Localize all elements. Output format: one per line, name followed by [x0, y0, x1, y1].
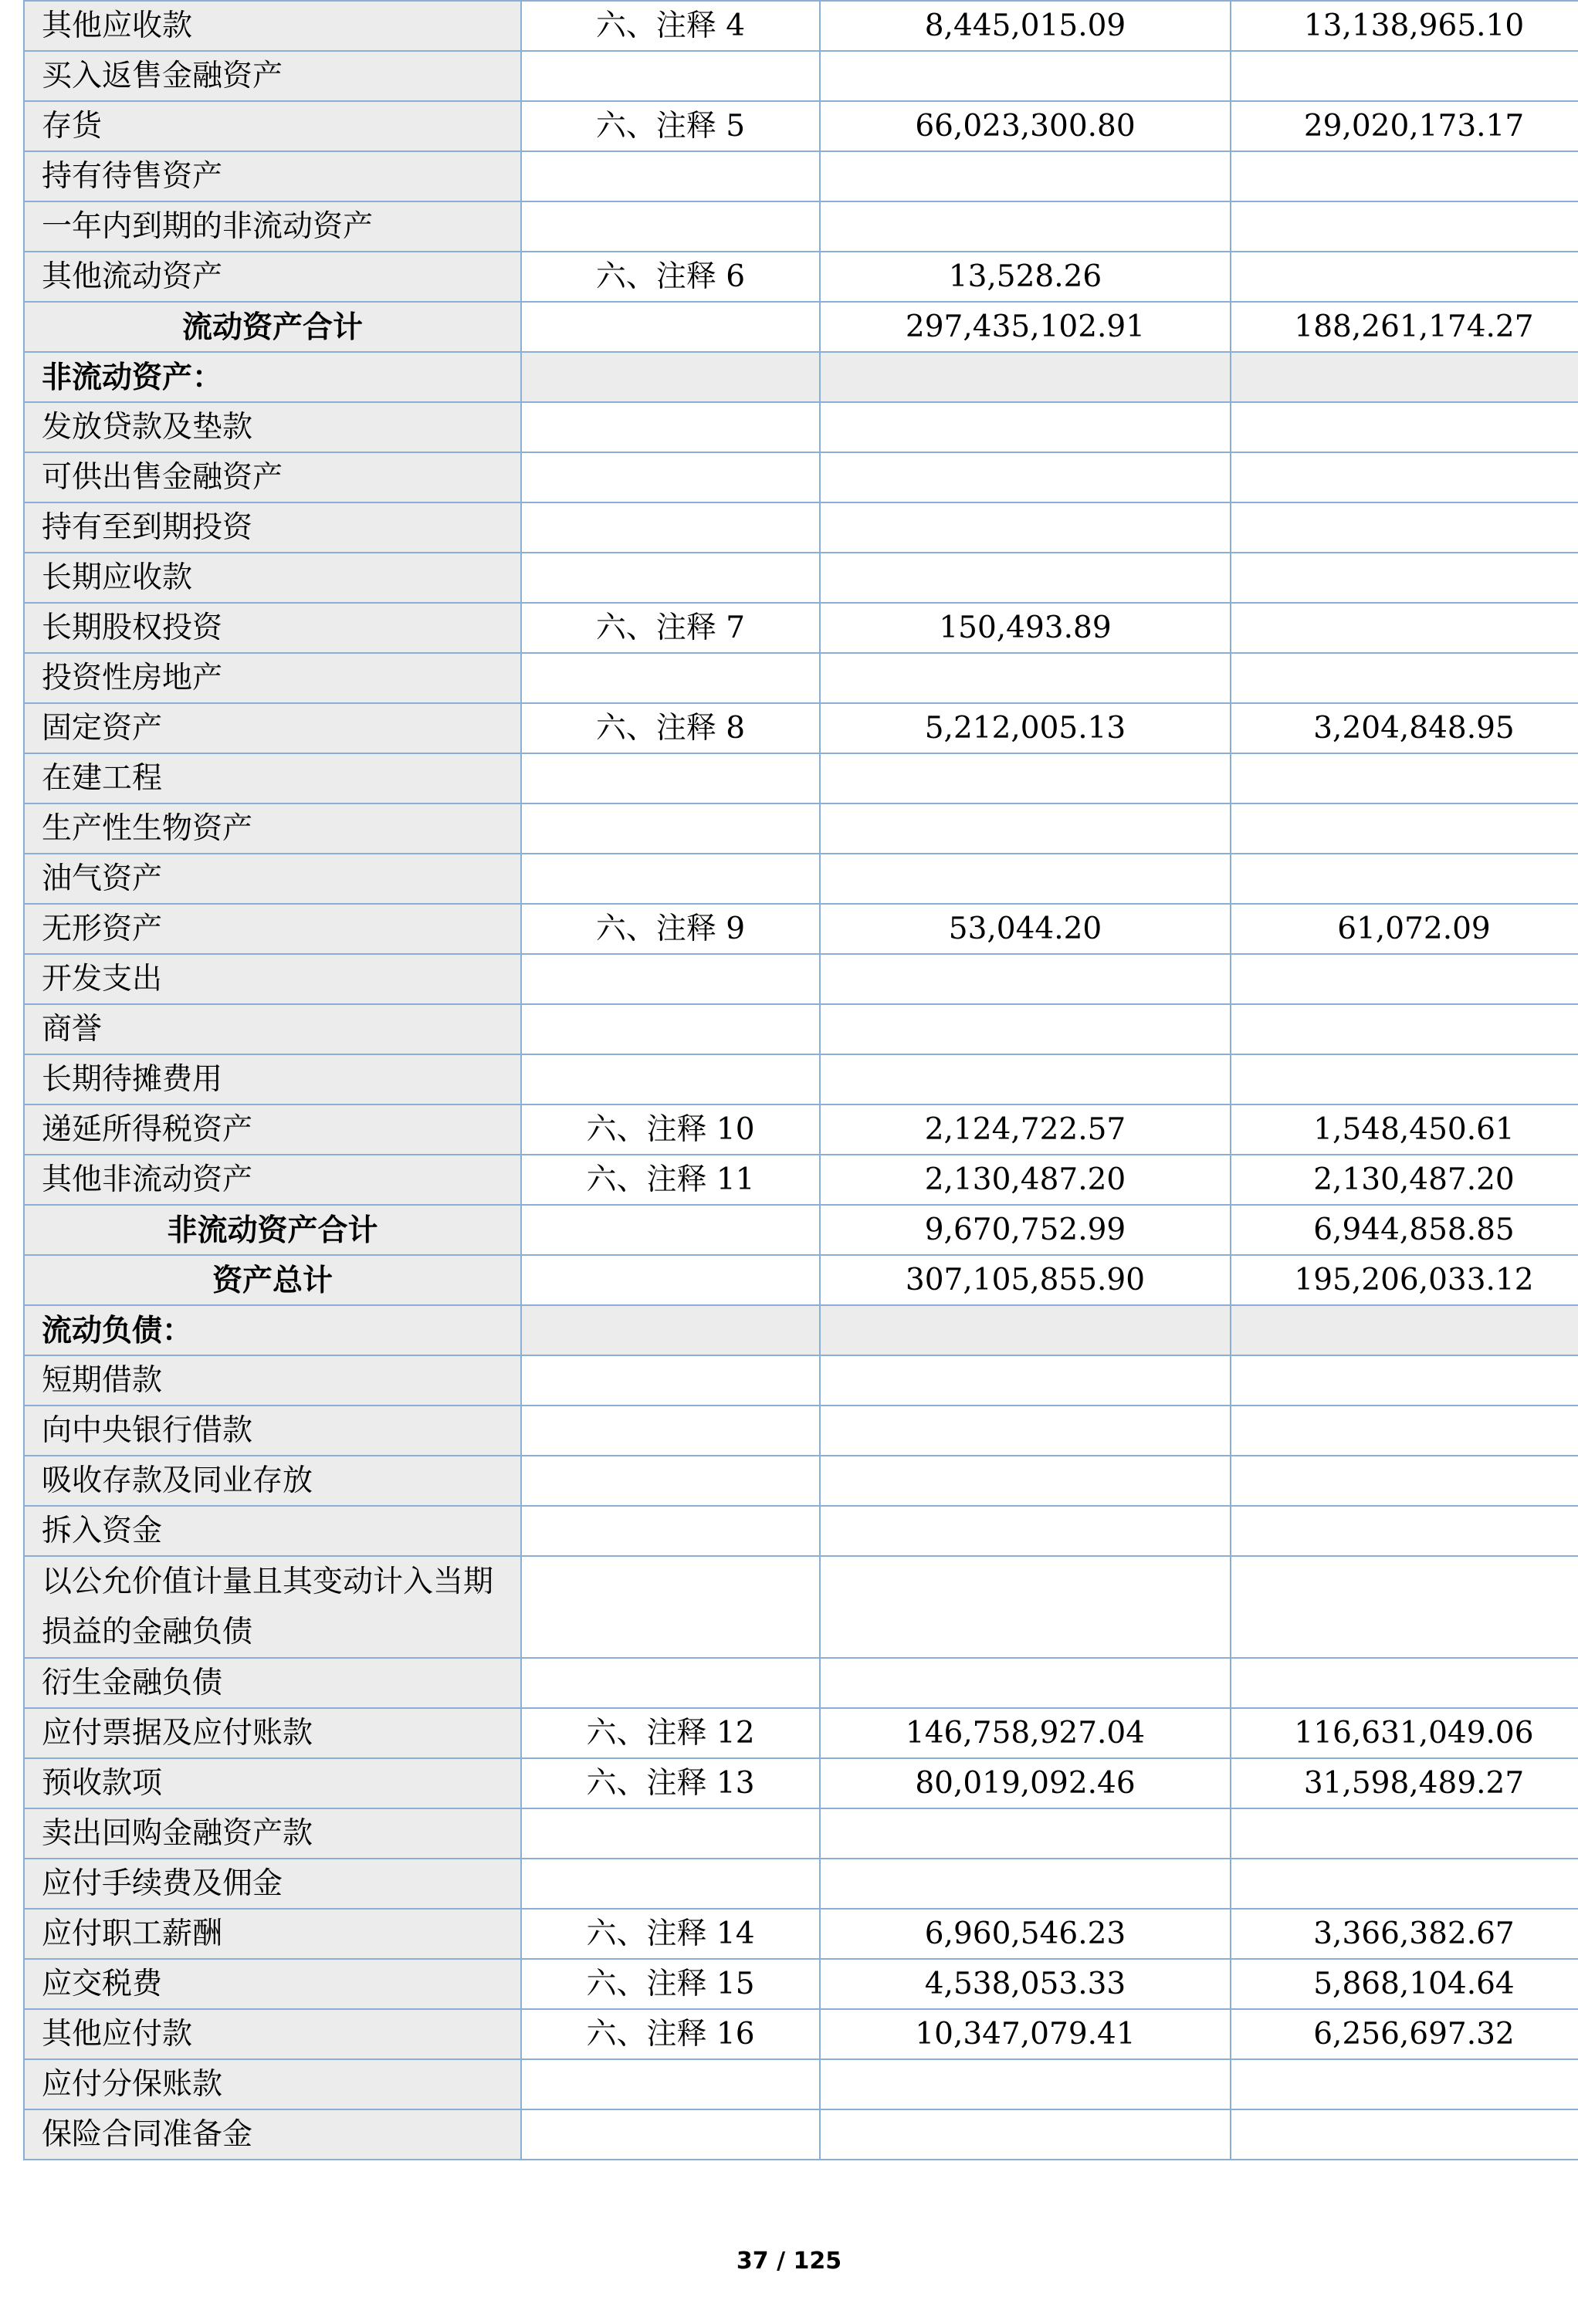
- table-row: [24, 2059, 1578, 2109]
- table-row: [24, 402, 1578, 452]
- prior-period-cell: [1231, 1355, 1578, 1406]
- prior-period-cell: [1231, 803, 1578, 854]
- item-cell: 存货: [24, 101, 521, 151]
- table-row: [24, 603, 1578, 653]
- item-cell: 以公允价值计量且其变动计入当期损益的金融负债: [24, 1556, 521, 1658]
- item-cell: 固定资产: [24, 703, 521, 753]
- current-period-cell: [820, 151, 1231, 201]
- item-cell: 短期借款: [24, 1355, 521, 1406]
- total-row: [24, 302, 1578, 352]
- current-period-cell: 66,023,300.80: [820, 101, 1231, 151]
- item-cell: 向中央银行借款: [24, 1406, 521, 1456]
- item-cell: 流动负债：: [24, 1305, 521, 1355]
- note-cell: [521, 1054, 820, 1104]
- current-period-cell: 297,435,102.91: [820, 302, 1231, 352]
- note-cell: 六、注释 6: [521, 252, 820, 302]
- table-row: [24, 653, 1578, 703]
- item-cell: 卖出回购金融资产款: [24, 1808, 521, 1859]
- note-cell: [521, 854, 820, 904]
- page-number-separator: /: [777, 2248, 786, 2275]
- total-row: [24, 1205, 1578, 1255]
- item-cell: 资产总计: [24, 1255, 521, 1305]
- note-cell: [521, 1658, 820, 1708]
- item-cell: 长期股权投资: [24, 603, 521, 653]
- note-cell: [521, 1305, 820, 1355]
- prior-period-cell: 31,598,489.27: [1231, 1758, 1578, 1808]
- prior-period-cell: 195,206,033.12: [1231, 1255, 1578, 1305]
- prior-period-cell: [1231, 1658, 1578, 1708]
- table-row: [24, 1506, 1578, 1556]
- current-period-cell: 13,528.26: [820, 252, 1231, 302]
- item-cell: 非流动资产：: [24, 352, 521, 402]
- current-period-cell: [820, 452, 1231, 502]
- current-period-cell: [820, 1808, 1231, 1859]
- item-cell: 拆入资金: [24, 1506, 521, 1556]
- prior-period-cell: [1231, 1456, 1578, 1506]
- table-row: [24, 502, 1578, 553]
- page-footer: [0, 2248, 1578, 2275]
- prior-period-cell: 29,020,173.17: [1231, 101, 1578, 151]
- current-period-cell: [820, 1658, 1231, 1708]
- note-cell: [521, 302, 820, 352]
- prior-period-cell: [1231, 1859, 1578, 1909]
- note-cell: [521, 1255, 820, 1305]
- prior-period-cell: 13,138,965.10: [1231, 1, 1578, 51]
- note-cell: [521, 2109, 820, 2160]
- prior-period-cell: 61,072.09: [1231, 904, 1578, 954]
- prior-period-cell: [1231, 1305, 1578, 1355]
- table-row: [24, 1406, 1578, 1456]
- note-cell: [521, 1004, 820, 1054]
- note-cell: 六、注释 16: [521, 2009, 820, 2059]
- prior-period-cell: [1231, 201, 1578, 252]
- note-cell: [521, 1205, 820, 1255]
- note-cell: [521, 1556, 820, 1658]
- current-period-cell: 6,960,546.23: [820, 1909, 1231, 1959]
- prior-period-cell: [1231, 603, 1578, 653]
- current-period-cell: [820, 1506, 1231, 1556]
- item-cell: 其他应收款: [24, 1, 521, 51]
- item-cell: 发放贷款及垫款: [24, 402, 521, 452]
- note-cell: [521, 1808, 820, 1859]
- table-row: [24, 452, 1578, 502]
- prior-period-cell: 3,204,848.95: [1231, 703, 1578, 753]
- current-period-cell: [820, 1004, 1231, 1054]
- table-row: [24, 1909, 1578, 1959]
- table-row: [24, 1758, 1578, 1808]
- current-period-cell: 4,538,053.33: [820, 1959, 1231, 2009]
- item-cell: 其他流动资产: [24, 252, 521, 302]
- current-period-cell: [820, 954, 1231, 1004]
- current-period-cell: [820, 1406, 1231, 1456]
- current-period-cell: 150,493.89: [820, 603, 1231, 653]
- prior-period-cell: [1231, 1506, 1578, 1556]
- current-period-cell: [820, 803, 1231, 854]
- table-row: [24, 854, 1578, 904]
- current-period-cell: [820, 502, 1231, 553]
- note-cell: 六、注释 10: [521, 1104, 820, 1155]
- note-cell: 六、注释 5: [521, 101, 820, 151]
- note-cell: [521, 1355, 820, 1406]
- prior-period-cell: 2,130,487.20: [1231, 1155, 1578, 1205]
- note-cell: [521, 954, 820, 1004]
- table-row: [24, 553, 1578, 603]
- note-cell: [521, 803, 820, 854]
- prior-period-cell: [1231, 954, 1578, 1004]
- prior-period-cell: [1231, 51, 1578, 101]
- prior-period-cell: [1231, 653, 1578, 703]
- table-row: [24, 703, 1578, 753]
- item-cell: 保险合同准备金: [24, 2109, 521, 2160]
- table-row: [24, 1004, 1578, 1054]
- table-row: [24, 954, 1578, 1004]
- current-period-cell: 80,019,092.46: [820, 1758, 1231, 1808]
- table-row: [24, 1054, 1578, 1104]
- note-cell: [521, 51, 820, 101]
- current-period-cell: [820, 402, 1231, 452]
- table-row: [24, 1104, 1578, 1155]
- note-cell: 六、注释 8: [521, 703, 820, 753]
- table-row: [24, 753, 1578, 803]
- table-row: [24, 1658, 1578, 1708]
- note-cell: 六、注释 12: [521, 1708, 820, 1758]
- table-row: [24, 1859, 1578, 1909]
- table-row: [24, 803, 1578, 854]
- item-cell: 生产性生物资产: [24, 803, 521, 854]
- table-row: [24, 904, 1578, 954]
- section-header-row: [24, 352, 1578, 402]
- current-period-cell: [820, 653, 1231, 703]
- current-period-cell: [820, 2059, 1231, 2109]
- item-cell: 持有待售资产: [24, 151, 521, 201]
- page-number-total: 125: [793, 2248, 842, 2275]
- prior-period-cell: [1231, 1054, 1578, 1104]
- note-cell: [521, 151, 820, 201]
- current-period-cell: [820, 51, 1231, 101]
- current-period-cell: [820, 753, 1231, 803]
- prior-period-cell: [1231, 854, 1578, 904]
- note-cell: [521, 502, 820, 553]
- current-period-cell: 2,130,487.20: [820, 1155, 1231, 1205]
- prior-period-cell: [1231, 252, 1578, 302]
- prior-period-cell: [1231, 402, 1578, 452]
- item-cell: 可供出售金融资产: [24, 452, 521, 502]
- current-period-cell: [820, 1456, 1231, 1506]
- item-cell: 应付职工薪酬: [24, 1909, 521, 1959]
- current-period-cell: [820, 1054, 1231, 1104]
- item-cell: 应交税费: [24, 1959, 521, 2009]
- table-row: [24, 1556, 1578, 1658]
- table-row: [24, 101, 1578, 151]
- prior-period-cell: [1231, 1808, 1578, 1859]
- item-cell: 无形资产: [24, 904, 521, 954]
- note-cell: 六、注释 14: [521, 1909, 820, 1959]
- note-cell: [521, 201, 820, 252]
- item-cell: 递延所得税资产: [24, 1104, 521, 1155]
- prior-period-cell: 1,548,450.61: [1231, 1104, 1578, 1155]
- item-cell: 长期应收款: [24, 553, 521, 603]
- prior-period-cell: [1231, 2109, 1578, 2160]
- note-cell: 六、注释 9: [521, 904, 820, 954]
- prior-period-cell: [1231, 151, 1578, 201]
- page-number-current: 37: [736, 2248, 769, 2275]
- item-cell: 其他应付款: [24, 2009, 521, 2059]
- note-cell: 六、注释 15: [521, 1959, 820, 2009]
- prior-period-cell: [1231, 753, 1578, 803]
- prior-period-cell: [1231, 553, 1578, 603]
- item-cell: 吸收存款及同业存放: [24, 1456, 521, 1506]
- note-cell: [521, 452, 820, 502]
- section-header-row: [24, 1305, 1578, 1355]
- item-cell: 长期待摊费用: [24, 1054, 521, 1104]
- prior-period-cell: 6,944,858.85: [1231, 1205, 1578, 1255]
- item-cell: 其他非流动资产: [24, 1155, 521, 1205]
- item-cell: 衍生金融负债: [24, 1658, 521, 1708]
- current-period-cell: [820, 352, 1231, 402]
- note-cell: [521, 1406, 820, 1456]
- balance-sheet-table: [23, 0, 1578, 2160]
- current-period-cell: [820, 854, 1231, 904]
- prior-period-cell: 5,868,104.64: [1231, 1959, 1578, 2009]
- prior-period-cell: 188,261,174.27: [1231, 302, 1578, 352]
- prior-period-cell: [1231, 1406, 1578, 1456]
- current-period-cell: [820, 1355, 1231, 1406]
- prior-period-cell: [1231, 2059, 1578, 2109]
- item-cell: 流动资产合计: [24, 302, 521, 352]
- note-cell: [521, 553, 820, 603]
- prior-period-cell: [1231, 502, 1578, 553]
- table-row: [24, 1959, 1578, 2009]
- table-row: [24, 1808, 1578, 1859]
- prior-period-cell: 3,366,382.67: [1231, 1909, 1578, 1959]
- current-period-cell: [820, 201, 1231, 252]
- current-period-cell: 5,212,005.13: [820, 703, 1231, 753]
- current-period-cell: 146,758,927.04: [820, 1708, 1231, 1758]
- current-period-cell: 8,445,015.09: [820, 1, 1231, 51]
- total-row: [24, 1255, 1578, 1305]
- table-row: [24, 1155, 1578, 1205]
- note-cell: 六、注释 4: [521, 1, 820, 51]
- note-cell: [521, 653, 820, 703]
- item-cell: 持有至到期投资: [24, 502, 521, 553]
- note-cell: [521, 402, 820, 452]
- item-cell: 一年内到期的非流动资产: [24, 201, 521, 252]
- item-cell: 应付手续费及佣金: [24, 1859, 521, 1909]
- note-cell: 六、注释 7: [521, 603, 820, 653]
- balance-sheet-body: [24, 1, 1578, 2160]
- item-cell: 非流动资产合计: [24, 1205, 521, 1255]
- table-row: [24, 201, 1578, 252]
- current-period-cell: 307,105,855.90: [820, 1255, 1231, 1305]
- note-cell: [521, 352, 820, 402]
- current-period-cell: 53,044.20: [820, 904, 1231, 954]
- table-row: [24, 1355, 1578, 1406]
- current-period-cell: [820, 1859, 1231, 1909]
- current-period-cell: [820, 553, 1231, 603]
- note-cell: 六、注释 13: [521, 1758, 820, 1808]
- current-period-cell: 2,124,722.57: [820, 1104, 1231, 1155]
- item-cell: 开发支出: [24, 954, 521, 1004]
- current-period-cell: [820, 2109, 1231, 2160]
- current-period-cell: 9,670,752.99: [820, 1205, 1231, 1255]
- note-cell: [521, 2059, 820, 2109]
- note-cell: [521, 1859, 820, 1909]
- prior-period-cell: [1231, 1556, 1578, 1658]
- table-row: [24, 252, 1578, 302]
- note-cell: 六、注释 11: [521, 1155, 820, 1205]
- prior-period-cell: [1231, 452, 1578, 502]
- table-row: [24, 151, 1578, 201]
- item-cell: 应付分保账款: [24, 2059, 521, 2109]
- current-period-cell: [820, 1556, 1231, 1658]
- item-cell: 在建工程: [24, 753, 521, 803]
- table-row: [24, 2009, 1578, 2059]
- item-cell: 商誉: [24, 1004, 521, 1054]
- table-row: [24, 2109, 1578, 2160]
- table-row: [24, 1708, 1578, 1758]
- item-cell: 投资性房地产: [24, 653, 521, 703]
- item-cell: 买入返售金融资产: [24, 51, 521, 101]
- item-cell: 油气资产: [24, 854, 521, 904]
- item-cell: 应付票据及应付账款: [24, 1708, 521, 1758]
- current-period-cell: 10,347,079.41: [820, 2009, 1231, 2059]
- note-cell: [521, 1506, 820, 1556]
- note-cell: [521, 1456, 820, 1506]
- table-row: [24, 1456, 1578, 1506]
- current-period-cell: [820, 1305, 1231, 1355]
- note-cell: [521, 753, 820, 803]
- prior-period-cell: 116,631,049.06: [1231, 1708, 1578, 1758]
- prior-period-cell: 6,256,697.32: [1231, 2009, 1578, 2059]
- prior-period-cell: [1231, 352, 1578, 402]
- prior-period-cell: [1231, 1004, 1578, 1054]
- table-row: [24, 51, 1578, 101]
- item-cell: 预收款项: [24, 1758, 521, 1808]
- table-row: [24, 1, 1578, 51]
